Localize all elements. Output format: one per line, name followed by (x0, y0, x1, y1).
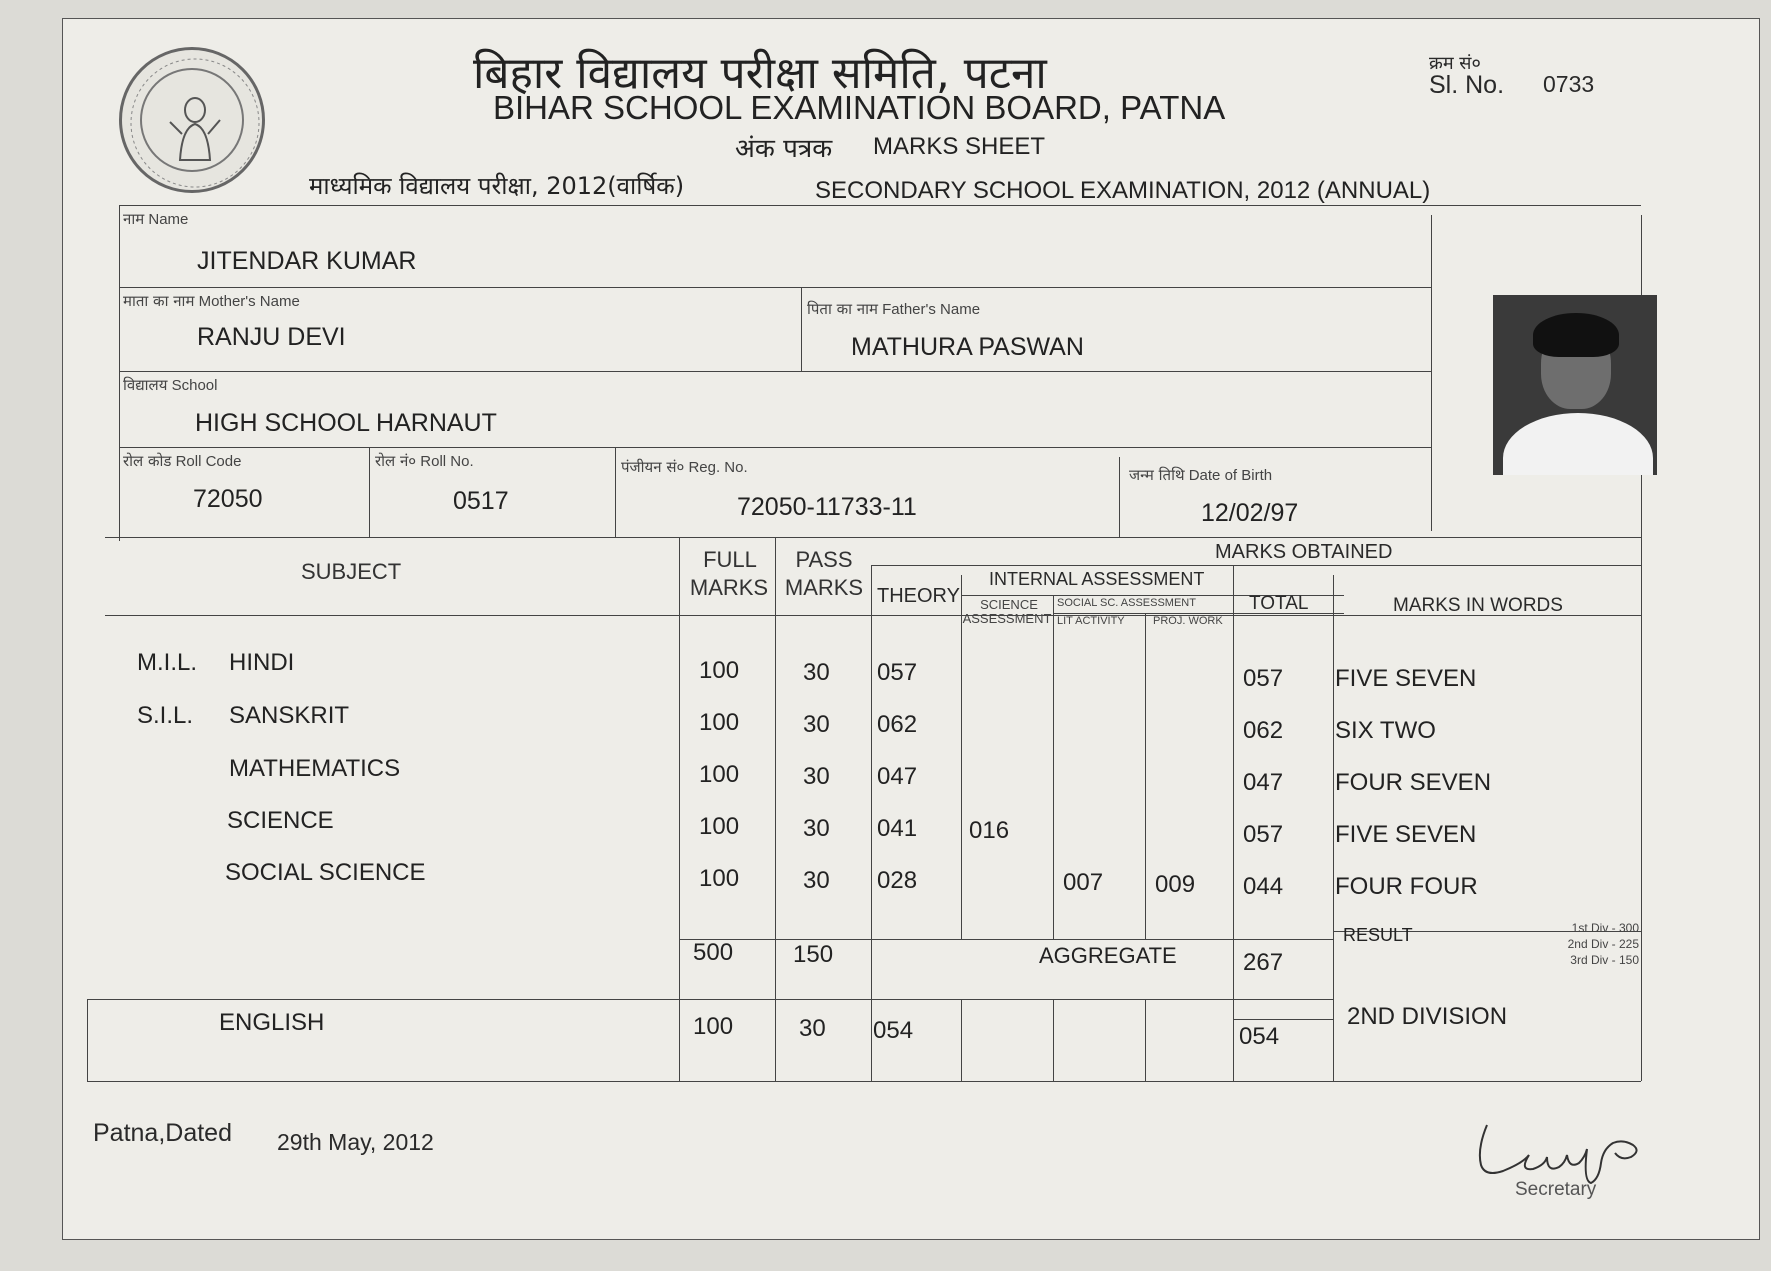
row-full-marks: 100 (699, 813, 740, 840)
name-label: Name (148, 211, 189, 228)
row-prefix: M.I.L. (137, 649, 198, 676)
row-science-assessment: 016 (969, 817, 1010, 844)
reg-no: 72050-11733-11 (737, 493, 917, 521)
mother-label-hindi: माता का नाम (123, 292, 195, 310)
row-prefix: S.I.L. (137, 702, 194, 729)
aggregate-full-marks: 500 (693, 939, 734, 966)
full-marks-header-2: MARKS (689, 575, 769, 600)
serial-label-hindi: क्रम सं० (1429, 53, 1481, 74)
row-pass-marks: 30 (803, 763, 830, 790)
roll-no-label: Roll No. (420, 453, 474, 470)
result-value: 2ND DIVISION (1347, 1003, 1508, 1030)
english-subject: ENGLISH (219, 1009, 325, 1036)
pass-marks-header-2: MARKS (784, 575, 864, 600)
row-theory: 028 (877, 867, 918, 894)
board-seal-icon (119, 47, 265, 193)
full-marks-header-1: FULL (703, 547, 757, 572)
row-subject: SCIENCE (227, 807, 334, 834)
theory-header: THEORY (877, 585, 960, 607)
serial-number: 0733 (1543, 71, 1595, 97)
photo-divider (1431, 215, 1432, 531)
english-full-marks: 100 (693, 1013, 734, 1040)
row-pass-marks: 30 (803, 711, 830, 738)
row-total: 047 (1243, 769, 1284, 796)
aggregate-label: AGGREGATE (1039, 943, 1177, 968)
father-name: MATHURA PASWAN (851, 333, 1084, 361)
secretary-label: Secretary (1515, 1179, 1597, 1200)
row-lit-activity: 007 (1063, 869, 1104, 896)
student-name: JITENDAR KUMAR (197, 247, 417, 275)
marks-obtained-header: MARKS OBTAINED (1215, 541, 1393, 563)
subtitle-english: MARKS SHEET (873, 133, 1046, 160)
row-subject: MATHEMATICS (229, 755, 401, 782)
row-subject: SOCIAL SCIENCE (225, 859, 426, 886)
roll-code: 72050 (193, 485, 263, 513)
row-pass-marks: 30 (803, 867, 830, 894)
row-full-marks: 100 (699, 865, 740, 892)
date-of-birth: 12/02/97 (1201, 499, 1299, 527)
row-total: 057 (1243, 821, 1284, 848)
row-pass-marks: 30 (803, 815, 830, 842)
science-assessment-header-1: SCIENCE (980, 597, 1038, 612)
lit-activity-header: LIT ACTIVITY (1057, 615, 1125, 627)
row-words: FIVE SEVEN (1335, 821, 1477, 848)
english-pass-marks: 30 (799, 1015, 826, 1042)
row-pass-marks: 30 (803, 659, 830, 686)
row-theory: 047 (877, 763, 918, 790)
row-theory: 041 (877, 815, 918, 842)
division-criteria-2: 2nd Div - 225 (1567, 937, 1639, 951)
table-top-line (105, 537, 1641, 538)
exam-hindi: माध्यमिक विद्यालय परीक्षा, 2012(वार्षिक) (309, 172, 685, 200)
row-total: 057 (1243, 665, 1284, 692)
row-full-marks: 100 (699, 657, 740, 684)
dob-label: Date of Birth (1188, 467, 1273, 484)
aggregate-total: 267 (1243, 949, 1284, 976)
row-full-marks: 100 (699, 709, 740, 736)
row-total: 044 (1243, 873, 1284, 900)
roll-code-label: Roll Code (175, 453, 242, 470)
row-theory: 062 (877, 711, 918, 738)
mother-name: RANJU DEVI (197, 323, 346, 351)
row-full-marks: 100 (699, 761, 740, 788)
row-words: FOUR FOUR (1335, 873, 1478, 900)
row-words: SIX TWO (1335, 717, 1436, 744)
row-theory: 057 (877, 659, 918, 686)
reg-no-label-hindi: पंजीयन सं० (621, 458, 685, 476)
science-assessment-header-2: ASSESSMENT (962, 611, 1052, 626)
row-project-work: 009 (1155, 871, 1196, 898)
project-work-header: PROJ. WORK (1153, 615, 1223, 627)
row-subject: HINDI (229, 649, 295, 676)
place-dated-label: Patna,Dated (93, 1119, 232, 1147)
issue-date: 29th May, 2012 (277, 1129, 434, 1155)
row-words: FIVE SEVEN (1335, 665, 1477, 692)
subject-header: SUBJECT (301, 559, 402, 584)
info-left-line (119, 205, 120, 541)
english-theory: 054 (873, 1017, 914, 1044)
serial-label: Sl. No. (1429, 71, 1505, 99)
student-photo (1493, 295, 1657, 475)
roll-no: 0517 (453, 487, 509, 515)
subtitle-hindi: अंक पत्रक (735, 134, 833, 164)
marks-in-words-header: MARKS IN WORDS (1393, 595, 1563, 616)
title-hindi: बिहार विद्यालय परीक्षा समिति, पटना (473, 48, 1047, 99)
social-assessment-header: SOCIAL SC. ASSESSMENT (1057, 597, 1196, 609)
title-english: BIHAR SCHOOL EXAMINATION BOARD, PATNA (493, 89, 1226, 126)
division-criteria-1: 1st Div - 300 (1571, 921, 1639, 935)
result-label: RESULT (1343, 925, 1413, 945)
info-top-line (119, 205, 1641, 206)
dob-label-hindi: जन्म तिथि (1129, 466, 1185, 484)
row-total: 062 (1243, 717, 1284, 744)
exam-english: SECONDARY SCHOOL EXAMINATION, 2012 (ANNUAL) (815, 177, 1431, 204)
english-total: 054 (1239, 1023, 1280, 1050)
name-label-hindi: नाम (123, 210, 145, 228)
total-header: TOTAL (1249, 593, 1309, 614)
table-bottom-line (87, 1081, 1641, 1082)
row-words: FOUR SEVEN (1335, 769, 1492, 796)
school-label: School (171, 377, 218, 394)
row-subject: SANSKRIT (229, 702, 350, 729)
roll-no-label-hindi: रोल नं० (375, 452, 417, 470)
school-name: HIGH SCHOOL HARNAUT (195, 409, 497, 437)
father-label-hindi: पिता का नाम (807, 300, 878, 318)
marks-sheet (62, 18, 1760, 1240)
aggregate-pass-marks: 150 (793, 941, 834, 968)
father-label: Father's Name (882, 301, 981, 318)
internal-assessment-header: INTERNAL ASSESSMENT (989, 569, 1205, 589)
reg-no-label: Reg. No. (688, 459, 748, 476)
roll-code-label-hindi: रोल कोड (123, 452, 172, 470)
school-label-hindi: विद्यालय (123, 376, 168, 394)
division-criteria-3: 3rd Div - 150 (1570, 953, 1639, 967)
mother-label: Mother's Name (198, 293, 300, 310)
pass-marks-header-1: PASS (795, 547, 853, 572)
